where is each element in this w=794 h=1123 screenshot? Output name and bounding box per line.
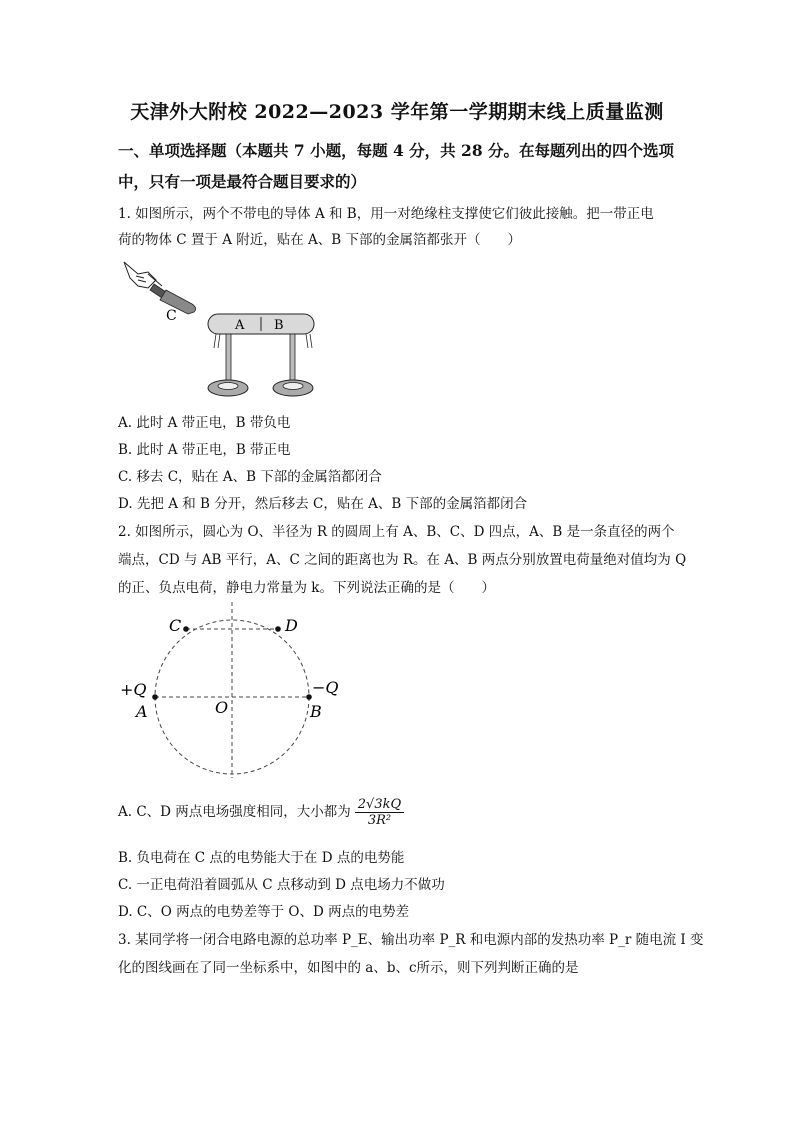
label-d: D [285, 616, 298, 635]
foil-a [214, 334, 220, 348]
label-a: A [136, 702, 148, 721]
point-d [275, 626, 281, 632]
section-heading-line1: 一、单项选择题（本题共 7 小题，每题 4 分，共 28 分。在每题列出的四个选项 [118, 141, 675, 160]
q1-option-d: D. 先把 A 和 B 分开，然后移去 C，贴在 A、B 下部的金属箔都闭合 [118, 496, 528, 512]
q3-stem-line2: 化的图线画在了同一坐标系中，如图中的 a、b、c所示，则下列判断正确的是 [118, 960, 579, 976]
point-c [183, 626, 189, 632]
point-a [152, 694, 158, 700]
q2-option-b: B. 负电荷在 C 点的电势能大于在 D 点的电势能 [118, 850, 405, 866]
q2-figure [118, 600, 358, 780]
q1-option-b: B. 此时 A 带正电，B 带正电 [118, 442, 291, 458]
q1-option-a: A. 此时 A 带正电，B 带负电 [118, 415, 291, 431]
stand-a [226, 334, 231, 382]
base-a-inner [218, 383, 238, 390]
label-b: B [274, 318, 284, 333]
label-o: O [215, 698, 229, 717]
label-b: B [310, 702, 322, 721]
q2-stem-line2: 端点，CD 与 AB 平行，A、C 之间的距离也为 R。在 A、B 两点分别放置电荷量绝对值均为 Q [118, 552, 687, 568]
label-a: A [235, 318, 245, 333]
q1-stem-line1: 1. 如图所示，两个不带电的导体 A 和 B，用一对绝缘柱支撑使它们彼此接触。把一带正电 [118, 206, 654, 222]
page-title: 天津外大附校 2022—2023 学年第一学期期末线上质量监测 [130, 101, 664, 123]
q2-option-d: D. C、O 两点的电势差等于 O、D 两点的电势差 [118, 904, 410, 920]
label-c: C [169, 616, 182, 635]
q2-option-a-fraction [355, 797, 404, 828]
fraction-denominator: 3R² [367, 813, 392, 828]
q2-option-c: C. 一正电荷沿着圆弧从 C 点移动到 D 点电场力不做功 [118, 877, 445, 893]
q2-option-a [118, 797, 698, 828]
foil-b [306, 334, 312, 348]
q1-stem-line2: 荷的物体 C 置于 A 附近，贴在 A、B 下部的金属箔都张开（ ） [118, 232, 521, 248]
label-c: C [166, 308, 177, 324]
point-b [306, 694, 312, 700]
q2-stem-line1: 2. 如图所示，圆心为 O、半径为 R 的圆周上有 A、B、C、D 四点，A、B 是一条直径的两个 [118, 524, 675, 540]
q3-stem-line1: 3. 某同学将一闭合电路电源的总功率 P_E、输出功率 P_R 和电源内部的发热功率 P_r 随电流 I 变 [118, 932, 704, 948]
stand-b [290, 334, 295, 382]
q2-stem-line3: 的正、负点电荷，静电力常量为 k。下列说法正确的是（ ） [118, 580, 495, 596]
hand-icon [124, 262, 162, 288]
q1-figure [118, 252, 328, 402]
q1-option-c: C. 移去 C，贴在 A、B 下部的金属箔都闭合 [118, 469, 382, 485]
label-minus-q: −Q [312, 678, 339, 697]
fraction-numerator: 2√3kQ [355, 797, 404, 813]
label-plus-q: +Q [120, 680, 147, 699]
q2-option-a-text: A. C、D 两点电场强度相同，大小都为 [118, 804, 351, 820]
base-b-inner [283, 383, 303, 390]
section-heading-line2: 中，只有一项是最符合题目要求的） [118, 172, 367, 191]
